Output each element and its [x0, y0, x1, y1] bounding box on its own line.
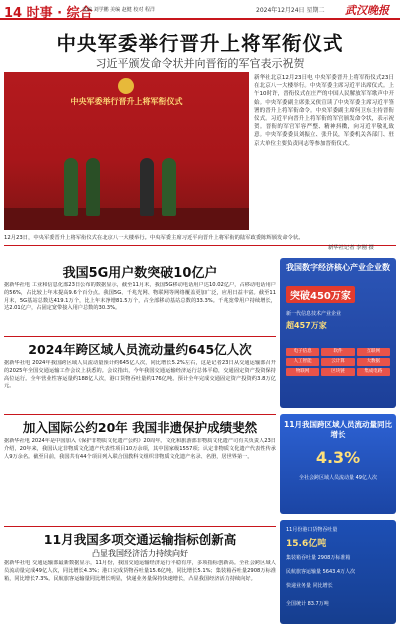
story-5g-headline: 我国5G用户数突破10亿户	[62, 266, 218, 281]
port-line: 民航旅客运输量 5643.4万人次	[286, 569, 356, 575]
digital-economy-title: 我国数字经济核心产业企业数	[286, 263, 390, 272]
story-transport-subhead: 凸显我国经济活力持续向好	[92, 549, 188, 558]
officer-figure	[64, 158, 78, 216]
photo-credit: 新华社记者 李刚 摄	[328, 245, 374, 251]
emblem-icon	[118, 78, 134, 94]
story-5g-body: 据新华社电 工业和信息化部23日公布的数据显示，截至11月末，我国5G移动电话用户达10.02亿户，占移动电话用户的56%，占比较上年末提高9.6个百分点。我国5G、千兆光网、物联网等网络覆盖更加广泛，应用日益丰富。截至11月末，5G基站总数达419.1万个，比上年末净增81.5万个，占全部移动基站总数的33.3%。千兆宽带用户持续增长，达2.01亿户，占固定宽带接入用户总数的30.3%。	[4, 282, 276, 312]
industry-cell: 集成电路	[357, 368, 390, 376]
lead-headline: 中央军委举行晋升上将军衔仪式	[56, 32, 344, 55]
photo-floor	[4, 208, 249, 230]
ceremony-photo	[4, 72, 249, 230]
photo-caption: 12月23日，中央军委晋升上将军衔仪式在北京八一大楼举行。中央军委主席习近平向晋升上将军衔的陆军政委陈辉颁发命令状。	[4, 234, 396, 246]
leader-figure	[140, 158, 154, 216]
port-line: 11月份港口货物吞吐量	[286, 527, 338, 533]
story-transport-body: 据新华社电 交通运输部最新数据显示，11月份，我国交通运输经济运行平稳有序，多项指标创新高。全社会跨区域人员流动量完成49亿人次，同比增长4.3%；港口完成货物吞吐量15.6亿吨，同比增长5.1%；集装箱吞吐量2908万标准箱，同比增长7.3%。民航旅客运输量同比增长明显，快递业务量保持快速增长，凸显我国经济活力持续向好。	[4, 560, 276, 582]
page-tag: 14 时事 · 综合	[4, 6, 93, 21]
story-heritage-headline: 加入国际公约20年 我国非遗保护成绩斐然	[22, 420, 258, 435]
travel-panel	[280, 414, 396, 514]
divider	[4, 526, 276, 527]
officer-figure	[162, 158, 176, 216]
industry-cell: 云计算	[321, 358, 354, 366]
divider	[4, 336, 276, 337]
port-line: 全国统计 83.7万吨	[286, 601, 329, 607]
port-panel	[280, 520, 396, 624]
officer-figure	[86, 158, 100, 216]
port-line: 快递业务量 同比增长	[286, 583, 333, 589]
travel-panel-value: 4.3%	[315, 448, 361, 467]
photo-banner: 中央军委举行晋升上将军衔仪式	[70, 97, 183, 106]
digital-economy-figure: 突破450万家	[286, 286, 355, 303]
industry-cell: 电子信息	[286, 348, 319, 356]
editor-credits: 责编 刘学鹏 美编 赵健 校对 程洋	[82, 7, 155, 13]
digital-economy-panel	[280, 258, 396, 408]
issue-date: 2024年12月24日 星期二	[256, 7, 325, 14]
story-heritage-body: 据新华社电 2024年是中国加入《保护非物质文化遗产公约》20周年。文化和旅游部非物质文化遗产司有关负责人23日介绍，20年来，我国认定非物质文化遗产代表性项目10万余项，其中国家级1557项；认定非物质文化遗产代表性传承人9万余名。截至目前，我国共有44个项目列入联合国教科文组织非物质文化遗产名录、名册，居世界第一。	[4, 438, 276, 460]
travel-panel-note: 全社会跨区域人员流动量 49亿人次	[299, 475, 377, 481]
port-line: 集装箱吞吐量 2908万标准箱	[286, 555, 351, 561]
lead-subhead: 习近平颁发命令状并向晋衔的军官表示祝贺	[95, 57, 305, 70]
industry-cell: 区块链	[321, 368, 354, 376]
page-header	[0, 0, 400, 20]
digital-economy-count: 超457万家	[286, 321, 327, 330]
industry-cell: 软件	[321, 348, 354, 356]
paper-logo: 武汉晚报	[345, 4, 389, 17]
digital-economy-note: 新一代信息技术产业企业	[286, 311, 342, 317]
story-transport-headline: 11月我国多项交通运输指标创新高	[43, 532, 237, 547]
travel-panel-title: 11月我国跨区域人员流动量同比增长	[284, 420, 392, 439]
industry-cell: 大数据	[357, 358, 390, 366]
divider	[4, 414, 276, 415]
industry-grid	[286, 348, 390, 378]
port-line: 15.6亿吨	[286, 539, 327, 549]
lead-body: 新华社北京12月23日电 中央军委晋升上将军衔仪式23日在北京八一大楼举行。中央军委主席习近平出席仪式。上午10时许，晋衔仪式在庄严的中国人民解放军军歌声中开始。中央军委副主席张又侠宣读了中央军委主席习近平签署的晋升上将军衔命令。中央军委副主席何卫东主持晋衔仪式。习近平向晋升上将军衔的军官颁发命令状，表示祝贺。晋衔的军官军容严整、精神抖擞，向习近平敬礼致意。中央军委委员刘振立、张升民，军委机关各部门、驻京大单位主要负责同志等参加晋衔仪式。	[254, 75, 394, 147]
story-travel-headline: 2024年跨区域人员流动量约645亿人次	[28, 342, 252, 357]
story-travel-body: 据新华社电 2024年我国跨区域人员流动量预计约645亿人次，同比增长5.2%左右，这是记者23日从交通运输部召开的2025年全国交通运输工作会议上获悉的。会议指出，今年我国交通运输经济运行总体平稳，交通固定资产投资保持高位运行。全年营业性客运量约188亿人次，港口货物吞吐量约176亿吨。预计全年完成交通固定资产投资约3.8万亿元。	[4, 360, 276, 390]
industry-cell: 物联网	[286, 368, 319, 376]
infographic-sidebar	[280, 258, 396, 624]
industry-cell: 互联网	[357, 348, 390, 356]
industry-cell: 人工智能	[286, 358, 319, 366]
